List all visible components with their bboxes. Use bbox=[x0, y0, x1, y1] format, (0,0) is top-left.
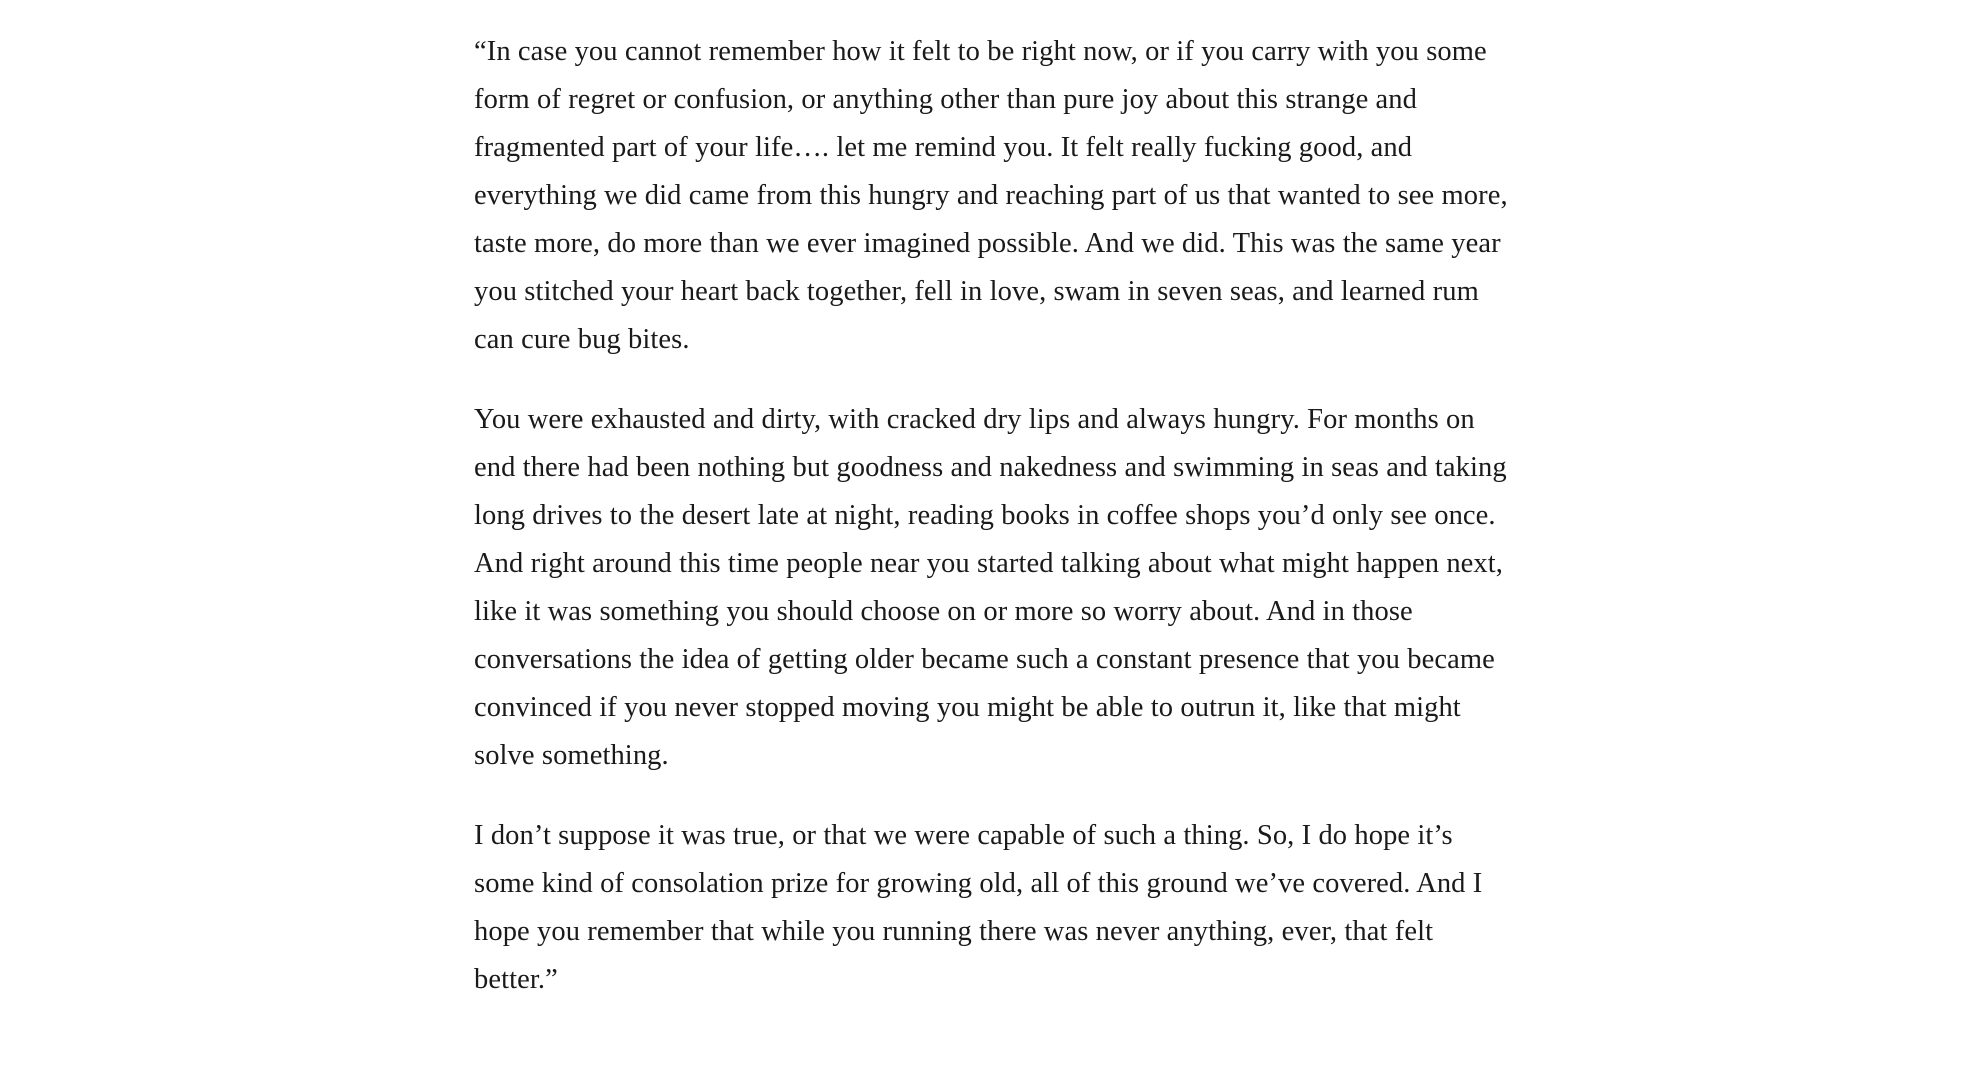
paragraph-2: You were exhausted and dirty, with cracked dry lips and always hungry. For months on end there had been nothing but goodness and nakedness and swimming in seas and taking long drives to the desert late at night, reading books in coffee shops you’d only see once. And right around this time people near you started talking about what might happen next, like it was something you should choose on or more so worry about. And in those conversations the idea of getting older became such a constant presence that you became convinced if you never stopped moving you might be able to outrun it, like that might solve something. bbox=[474, 404, 1507, 771]
paragraph-3: I don’t suppose it was true, or that we were capable of such a thing. So, I do hope it’s some kind of consolation prize for growing old, all of this ground we’ve covered. And I hope you remember that while you running there was never anything, ever, that felt better.” bbox=[474, 820, 1483, 995]
article-body bbox=[474, 28, 1514, 1004]
paragraph-1: “In case you cannot remember how it felt to be right now, or if you carry with you some form of regret or confusion, or anything other than pure joy about this strange and fragmented part of your life…. let me remind you. It felt really fucking good, and everything we did came from this hungry and reaching part of us that wanted to see more, taste more, do more than we ever imagined possible. And we did. This was the same year you stitched your heart back together, fell in love, swam in seven seas, and learned rum can cure bug bites. bbox=[474, 36, 1508, 355]
